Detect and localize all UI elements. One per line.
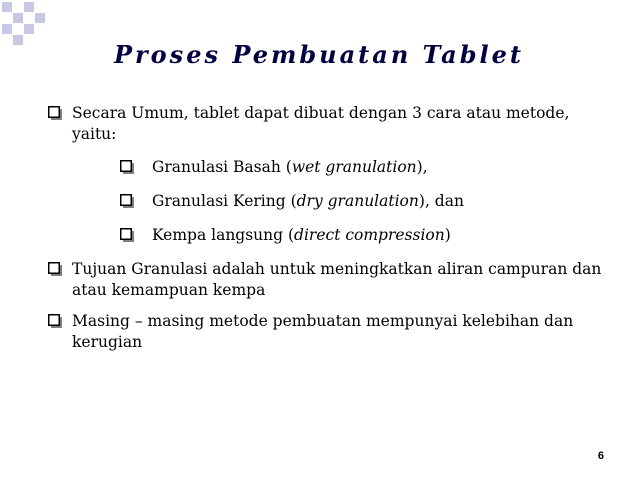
checkbox-bullet-icon bbox=[120, 194, 134, 208]
methods-list bbox=[72, 157, 608, 246]
method-item-wet bbox=[120, 157, 608, 178]
method-after: , dan bbox=[424, 192, 464, 210]
checkbox-bullet-icon bbox=[120, 228, 134, 242]
slide-title: Proses Pembuatan Tablet bbox=[113, 40, 524, 69]
method-term: direct compression bbox=[294, 226, 445, 244]
method-term: dry granulation bbox=[296, 192, 419, 210]
checkbox-bullet-icon bbox=[48, 314, 62, 328]
checkbox-bullet-icon bbox=[48, 106, 62, 120]
method-suffix: ), bbox=[416, 158, 428, 176]
intro-item bbox=[48, 103, 608, 246]
page-number: 6 bbox=[597, 450, 604, 462]
point-item-granulation-goal bbox=[48, 259, 608, 301]
slide-body bbox=[48, 103, 608, 363]
checkbox-bullet-icon bbox=[48, 262, 62, 276]
method-name: Kempa langsung ( bbox=[152, 226, 295, 244]
method-term: wet granulation bbox=[291, 158, 417, 176]
method-item-direct bbox=[120, 225, 608, 246]
method-item-dry bbox=[120, 191, 608, 212]
method-name: Granulasi Basah ( bbox=[152, 158, 292, 176]
point-text: Tujuan Granulasi adalah untuk meningkatkan aliran campuran dan atau kemampuan kempa bbox=[72, 260, 602, 299]
point-item-pros-cons bbox=[48, 311, 608, 353]
method-suffix: ) bbox=[418, 192, 425, 210]
point-text: Masing – masing metode pembuatan mempunyai kelebihan dan kerugian bbox=[72, 312, 574, 351]
checkbox-bullet-icon bbox=[120, 160, 134, 174]
intro-text: Secara Umum, tablet dapat dibuat dengan 3 cara atau metode, yaitu: bbox=[72, 104, 570, 143]
method-name: Granulasi Kering ( bbox=[152, 192, 297, 210]
method-suffix: ) bbox=[444, 226, 451, 244]
